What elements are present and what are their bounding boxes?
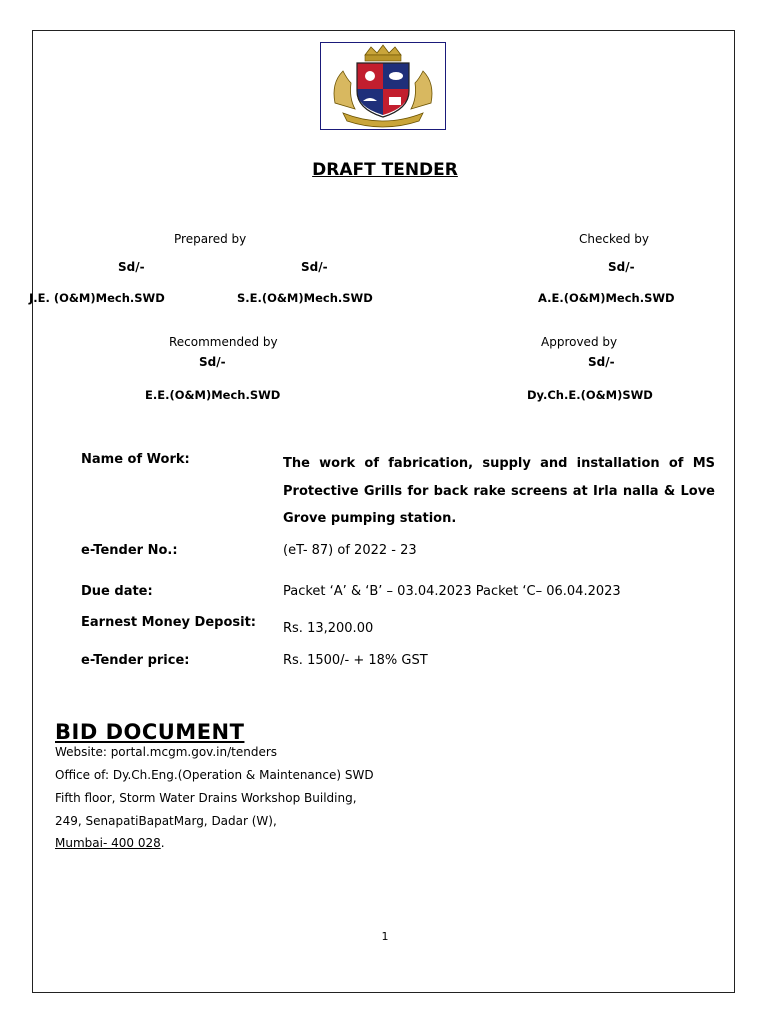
etender-price-label: e-Tender price: (81, 653, 190, 668)
city-text: Mumbai- 400 028 (55, 836, 161, 850)
approved-by-label: Approved by (541, 335, 618, 349)
ae-signature: Sd/- (608, 260, 635, 274)
checked-by-label: Checked by (579, 232, 650, 246)
ee-signature: Sd/- (199, 355, 226, 369)
due-date-label: Due date: (81, 584, 153, 599)
ee-designation: E.E.(O&M)Mech.SWD (145, 388, 281, 402)
name-of-work-value: The work of fabrication, supply and installation of MS Protective Grills for back rake screens at Irla nalla & Love Grove pumping station. (283, 456, 715, 526)
bid-document-heading: BID DOCUMENT (55, 720, 245, 744)
emd-label: Earnest Money Deposit: (81, 615, 257, 630)
prepared-by-label: Prepared by (174, 232, 247, 246)
ae-designation: A.E.(O&M)Mech.SWD (538, 291, 675, 305)
se-designation: S.E.(O&M)Mech.SWD (237, 291, 373, 305)
je-signature: Sd/- (118, 260, 145, 274)
city-line (55, 836, 165, 850)
name-of-work-label: Name of Work: (81, 452, 190, 467)
address-line-1: Fifth floor, Storm Water Drains Workshop Building, (55, 791, 357, 805)
dyche-signature: Sd/- (588, 355, 615, 369)
document-title: DRAFT TENDER (312, 160, 458, 180)
due-date-value: Packet ‘A’ & ‘B’ – 03.04.2023 Packet ‘C– 06.04.2023 (283, 584, 621, 599)
etender-price-value: Rs. 1500/- + 18% GST (283, 653, 428, 668)
etender-no-label: e-Tender No.: (81, 543, 178, 558)
office-line: Office of: Dy.Ch.Eng.(Operation & Maintenance) SWD (55, 768, 374, 782)
etender-no-value: (eT- 87) of 2022 - 23 (283, 543, 417, 558)
website-line: Website: portal.mcgm.gov.in/tenders (55, 745, 278, 759)
address-line-2: 249, SenapatiBapatMarg, Dadar (W), (55, 814, 277, 828)
city-suffix: . (160, 836, 165, 850)
mcgm-crest-logo-icon (320, 42, 446, 130)
emd-value: Rs. 13,200.00 (283, 621, 374, 636)
dyche-designation: Dy.Ch.E.(O&M)SWD (527, 388, 653, 402)
se-signature: Sd/- (301, 260, 328, 274)
recommended-by-label: Recommended by (169, 335, 278, 349)
page-number: 1 (381, 930, 389, 943)
je-designation: J.E. (O&M)Mech.SWD (29, 291, 165, 305)
